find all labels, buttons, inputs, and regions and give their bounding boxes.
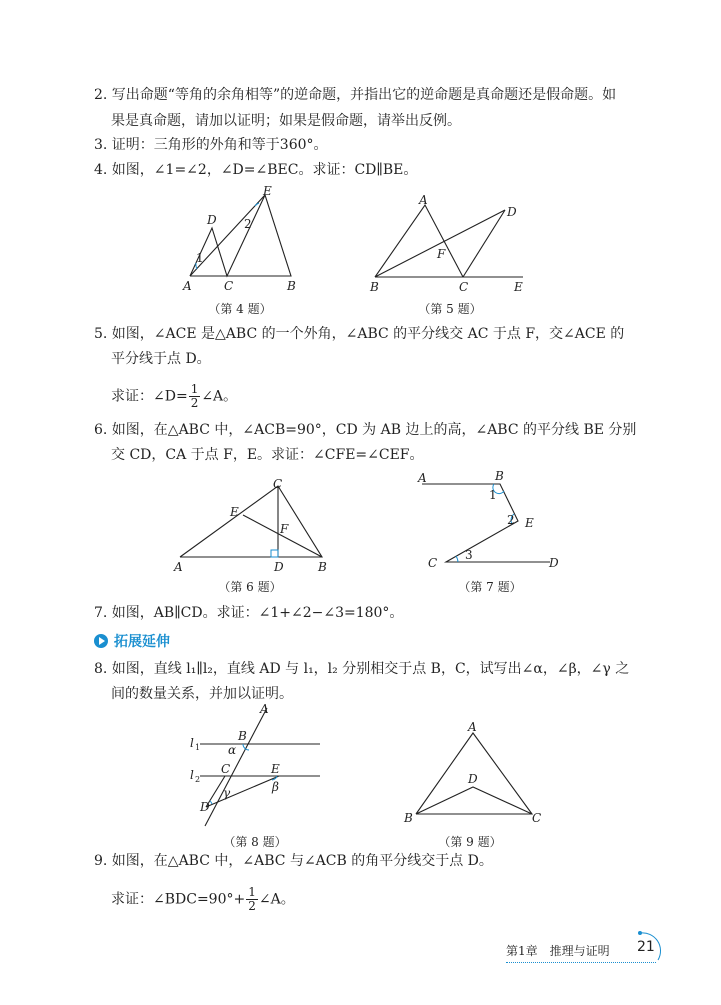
problem-9-line-1: 9. 如图，在△ABC 中，∠ABC 与∠ACB 的角平分线交于点 D。 [94,853,493,869]
problem-8-line-2: 间的数量关系，并加以证明。 [111,686,293,702]
svg-text:β: β [272,780,279,794]
problem-4: 4. 如图，∠1=∠2，∠D=∠BEC。求证：CD∥BE。 [94,162,418,178]
section-heading [94,631,170,651]
section-title: 拓展延伸 [114,634,170,650]
problem-5-prove-prefix: 求证：∠D= [111,388,188,405]
svg-text:B: B [238,729,247,743]
svg-text:2: 2 [244,217,252,231]
svg-text:1: 1 [195,743,201,752]
figure-4 [175,184,305,294]
svg-text:1: 1 [196,251,204,265]
problem-5-prove [111,383,237,410]
svg-text:C: C [273,477,283,491]
problem-5-prove-suffix: ∠A。 [201,388,238,405]
figure-6-caption: （第 6 题） [218,580,282,594]
svg-text:1: 1 [489,488,497,502]
svg-text:C: C [221,762,231,776]
svg-text:A: A [418,471,427,485]
problem-2-line-2: 果是真命题，请加以证明；如果是假命题，请举出反例。 [111,113,461,129]
figure-8 [180,700,330,830]
problem-3: 3. 证明：三角形的外角和等于360°。 [94,137,328,153]
figure-9 [400,716,550,828]
svg-text:D: D [207,213,217,227]
page-corner-arc-icon [630,930,670,970]
figure-9-caption: （第 9 题） [438,835,502,849]
figure-8-caption: （第 8 题） [223,835,287,849]
svg-text:B: B [370,280,379,294]
svg-text:F: F [437,247,446,261]
figure-5-caption: （第 5 题） [418,302,482,316]
page-number: 21 [637,939,655,955]
fraction-denominator-9: 2 [248,899,256,913]
svg-text:C: C [428,556,438,570]
svg-text:B: B [495,469,504,483]
svg-text:2: 2 [507,513,515,527]
svg-text:B: B [318,560,327,574]
problem-5-line-2: 平分线于点 D。 [111,351,211,367]
fraction-numerator-9: 1 [248,885,256,899]
svg-text:α: α [228,743,237,757]
svg-text:A: A [260,702,269,716]
svg-text:E: E [525,516,534,530]
problem-9-prove [111,886,295,913]
svg-text:D: D [549,556,559,570]
fraction-one-half [189,383,201,410]
svg-text:E: E [230,505,239,519]
svg-text:B: B [287,279,296,293]
svg-text:E: E [271,762,280,776]
problem-6-line-1: 6. 如图，在△ABC 中，∠ACB=90°，CD 为 AB 边上的高，∠ABC 的平分线 BE 分别 [94,422,637,438]
problem-7: 7. 如图，AB∥CD。求证：∠1+∠2−∠3=180°。 [94,605,404,621]
svg-text:A: A [419,193,428,207]
svg-text:3: 3 [465,548,473,562]
problem-9-prove-suffix: ∠A。 [258,891,295,908]
svg-text:2: 2 [195,775,201,784]
svg-text:D: D [468,772,478,786]
svg-text:D: D [507,205,517,219]
problem-2-line-1: 2. 写出命题“等角的余角相等”的逆命题，并指出它的逆命题是真命题还是假命题。如 [94,87,617,103]
figure-4-caption: （第 4 题） [208,302,272,316]
svg-text:γ: γ [223,786,231,800]
play-arrow-icon [94,634,108,648]
fig4-triangle-abe [190,195,291,276]
fraction-denominator: 2 [190,396,199,410]
svg-text:A: A [174,560,183,574]
svg-text:E: E [514,280,523,294]
figure-6 [170,476,335,576]
svg-text:A: A [468,720,477,734]
footer-chapter: 第1章 推理与证明 [506,944,610,958]
fraction-one-half-9 [246,886,258,913]
fraction-numerator: 1 [190,382,199,396]
svg-text:C: C [224,279,234,293]
svg-text:C: C [532,811,542,825]
svg-text:l: l [190,768,194,782]
problem-5-line-1: 5. 如图，∠ACE 是△ABC 的一个外角，∠ABC 的平分线交 AC 于点 F，交∠ACE 的 [94,326,625,342]
svg-text:F: F [280,522,289,536]
svg-text:l: l [190,736,194,750]
figure-7-caption: （第 7 题） [458,580,522,594]
svg-text:A: A [183,279,192,293]
svg-text:C: C [459,280,469,294]
svg-text:D: D [274,560,284,574]
svg-text:D: D [200,800,210,814]
figure-7 [410,466,570,576]
problem-8-line-1: 8. 如图，直线 l₁∥l₂，直线 AD 与 l₁，l₂ 分别相交于点 B，C，试写出∠α，∠β，∠γ 之 [94,661,630,677]
problem-9-prove-prefix: 求证：∠BDC=90°+ [111,891,246,908]
figure-5 [365,190,535,295]
svg-text:E: E [263,184,272,198]
problem-6-line-2: 交 CD，CA 于点 F，E。求证：∠CFE=∠CEF。 [111,447,424,463]
svg-text:B: B [404,811,413,825]
